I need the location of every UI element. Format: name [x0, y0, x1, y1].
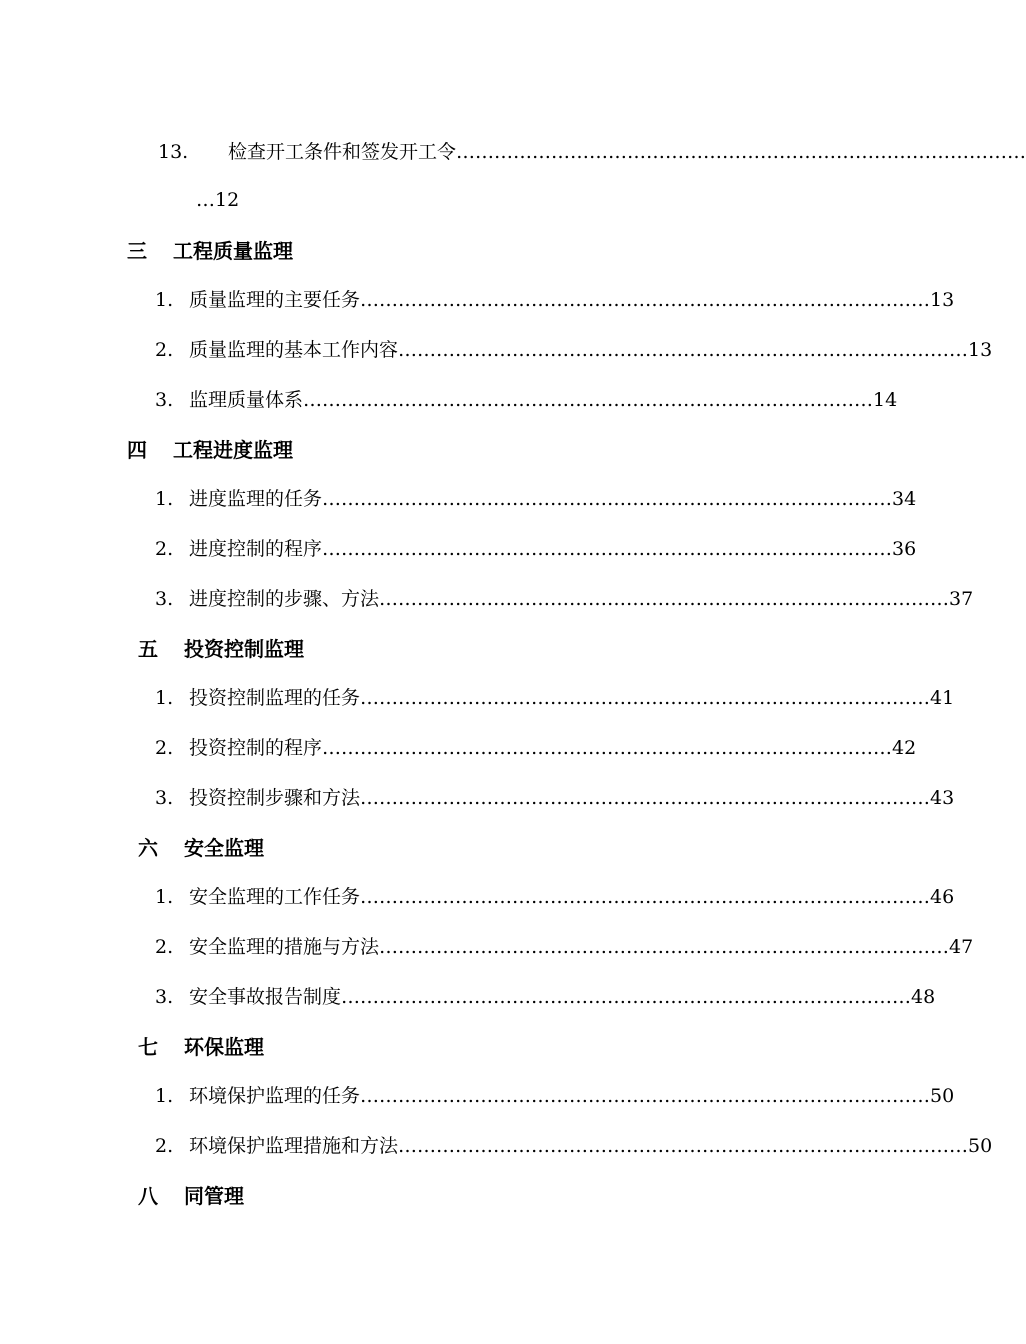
toc-section-heading	[138, 635, 304, 663]
toc-item	[155, 485, 917, 513]
toc-item	[155, 535, 917, 563]
toc-item-title: 检查开工条件和签发开工令	[228, 141, 457, 163]
section-number: 三	[127, 239, 147, 263]
toc-item-title: 环境保护监理的任务	[189, 1085, 361, 1107]
section-number: 六	[138, 836, 158, 860]
toc-section-heading	[138, 1033, 264, 1061]
toc-section-heading	[138, 834, 264, 862]
toc-item-title: 质量监理的主要任务	[189, 289, 361, 311]
toc-item-number: 1.	[155, 687, 174, 709]
toc-item-title: 投资控制步骤和方法	[189, 787, 361, 809]
toc-item-number: 2.	[155, 936, 174, 958]
toc-leader-dots: ………………………………………………………………………………	[360, 787, 931, 809]
toc-leader-dots: ………………………………………………………………………………	[398, 1135, 969, 1157]
toc-section-heading	[127, 237, 293, 265]
toc-item-page: 46	[930, 886, 955, 908]
toc-item-page: 48	[911, 986, 936, 1008]
toc-item-title: 投资控制监理的任务	[189, 687, 361, 709]
toc-item-page: 36	[892, 538, 917, 560]
toc-item-number: 1.	[155, 1085, 174, 1107]
toc-leader-dots: ………………………………………………………………………………	[360, 687, 931, 709]
toc-item	[155, 883, 955, 911]
toc-item-number: 1.	[155, 289, 174, 311]
toc-item	[155, 286, 955, 314]
toc-item-page: 41	[930, 687, 955, 709]
toc-item-page: 34	[892, 488, 917, 510]
toc-leader-dots: ………………………………………………………………………………	[360, 1085, 931, 1107]
toc-item-page: 13	[968, 339, 993, 361]
toc-item	[155, 983, 936, 1011]
toc-item-number: 3.	[155, 588, 174, 610]
toc-item-13-page: …12	[196, 189, 240, 211]
toc-item-page: 43	[930, 787, 955, 809]
toc-item-title: 进度监理的任务	[189, 488, 323, 510]
toc-item	[155, 1132, 993, 1160]
toc-item-number: 2.	[155, 538, 174, 560]
section-number: 八	[138, 1184, 158, 1208]
toc-section-heading	[127, 436, 293, 464]
toc-item-number: 1.	[155, 488, 174, 510]
toc-leader-dots: ………………………………………………………………………………	[322, 538, 893, 560]
toc-leader-dots: ………………………………………………………………………………	[456, 141, 1026, 163]
toc-item-title: 安全监理的工作任务	[189, 886, 361, 908]
toc-leader-dots: ………………………………………………………………………………	[379, 588, 950, 610]
toc-item	[155, 336, 993, 364]
section-title: 环保监理	[184, 1035, 264, 1059]
toc-item-number: 1.	[155, 886, 174, 908]
toc-item	[155, 386, 898, 414]
toc-leader-dots: ………………………………………………………………………………	[360, 289, 931, 311]
toc-item-title: 进度控制的程序	[189, 538, 323, 560]
toc-item-title: 监理质量体系	[189, 389, 304, 411]
toc-item-title: 安全监理的措施与方法	[189, 936, 380, 958]
toc-item-number: 3.	[155, 986, 174, 1008]
toc-item-title: 投资控制的程序	[189, 737, 323, 759]
toc-item-title: 安全事故报告制度	[189, 986, 342, 1008]
toc-item	[155, 933, 974, 961]
section-title: 安全监理	[184, 836, 264, 860]
toc-item-page: 14	[873, 389, 898, 411]
toc-item-number: 3.	[155, 787, 174, 809]
toc-item	[155, 734, 917, 762]
section-title: 工程进度监理	[173, 438, 293, 462]
toc-item-title: 环境保护监理措施和方法	[189, 1135, 399, 1157]
section-number: 七	[138, 1035, 158, 1059]
toc-leader-dots: ………………………………………………………………………………	[398, 339, 969, 361]
toc-item	[155, 784, 955, 812]
toc-item-title: 进度控制的步骤、方法	[189, 588, 380, 610]
toc-item-title: 质量监理的基本工作内容	[189, 339, 399, 361]
toc-item-number: 2.	[155, 339, 174, 361]
section-title: 工程质量监理	[173, 239, 293, 263]
toc-item	[155, 1082, 955, 1110]
section-number: 四	[127, 438, 147, 462]
toc-leader-dots: ………………………………………………………………………………	[303, 389, 874, 411]
toc-item-page: 50	[930, 1085, 955, 1107]
section-title: 同管理	[184, 1184, 244, 1208]
toc-item	[155, 684, 955, 712]
toc-leader-dots: ………………………………………………………………………………	[341, 986, 912, 1008]
toc-item-page: 13	[930, 289, 955, 311]
section-number: 五	[138, 637, 158, 661]
toc-item-page: 50	[968, 1135, 993, 1157]
toc-leader-dots: ………………………………………………………………………………	[379, 936, 950, 958]
toc-item-page: 42	[892, 737, 917, 759]
section-title: 投资控制监理	[184, 637, 304, 661]
toc-section-heading	[138, 1182, 244, 1210]
toc-item-page: 47	[949, 936, 974, 958]
toc-item-13	[158, 138, 1026, 166]
toc-item-number: 13.	[158, 141, 189, 163]
toc-item-page: 37	[949, 588, 974, 610]
toc-leader-dots: ………………………………………………………………………………	[322, 737, 893, 759]
toc-item-number: 3.	[155, 389, 174, 411]
toc-leader-dots: ………………………………………………………………………………	[322, 488, 893, 510]
toc-leader-dots: ………………………………………………………………………………	[360, 886, 931, 908]
toc-item-number: 2.	[155, 737, 174, 759]
toc-item	[155, 585, 974, 613]
toc-item-number: 2.	[155, 1135, 174, 1157]
